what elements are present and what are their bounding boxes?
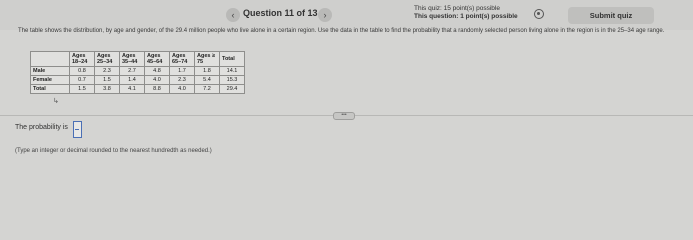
table-header-cell: Ages 45–64 (145, 52, 170, 67)
question-points: This question: 1 point(s) possible (414, 13, 518, 20)
table-row (31, 67, 245, 76)
table-row (31, 85, 245, 94)
gear-icon[interactable] (534, 9, 544, 19)
next-question-button[interactable]: › (318, 8, 332, 22)
table-header-cell: Ages ≥ 75 (195, 52, 220, 67)
table-cell: 1.4 (120, 76, 145, 85)
table-cell: 7.2 (195, 85, 220, 94)
answer-label: The probability is (15, 124, 68, 131)
table-cell: 1.5 (95, 76, 120, 85)
row-label: Total (31, 85, 70, 94)
table-cell: 8.8 (145, 85, 170, 94)
table-cell: 2.3 (95, 67, 120, 76)
table-cell: 3.8 (95, 85, 120, 94)
points-info (414, 5, 518, 21)
table-row (31, 76, 245, 85)
submit-quiz-button[interactable]: Submit quiz (568, 7, 654, 24)
table-header-cell: Ages 18–24 (70, 52, 95, 67)
table-cell: 1.8 (195, 67, 220, 76)
table-cell: 4.1 (120, 85, 145, 94)
table-header-cell (31, 52, 70, 67)
row-label: Male (31, 67, 70, 76)
table-cell: 4.0 (145, 76, 170, 85)
expand-more-button[interactable]: ••• (333, 112, 355, 120)
table-header-cell: Ages 35–44 (120, 52, 145, 67)
table-header-cell: Ages 65–74 (170, 52, 195, 67)
answer-input[interactable] (73, 121, 82, 138)
table-cell: 1.7 (170, 67, 195, 76)
table-cell: 2.7 (120, 67, 145, 76)
table-cell: 15.3 (220, 76, 245, 85)
previous-question-button[interactable]: ‹ (226, 8, 240, 22)
table-cell: 5.4 (195, 76, 220, 85)
table-header-row (31, 52, 245, 67)
quiz-points: This quiz: 15 point(s) possible (414, 5, 500, 12)
question-prompt: The table shows the distribution, by age and gender, of the 29.4 million people who live alone in a certain region. Use the data in the table to find the probability that a randomly selected person living alone in the region is in the 25–34 age range. (18, 28, 665, 34)
table-cell: 29.4 (220, 85, 245, 94)
table-cell: 2.3 (170, 76, 195, 85)
row-label: Female (31, 76, 70, 85)
table-cell: 0.8 (70, 67, 95, 76)
table-header-cell: Total (220, 52, 245, 67)
distribution-table (30, 51, 245, 94)
table-cell: 4.0 (170, 85, 195, 94)
table-cell: 4.8 (145, 67, 170, 76)
table-cell: 1.5 (70, 85, 95, 94)
table-header-cell: Ages 25–34 (95, 52, 120, 67)
question-title: Question 11 of 13 (243, 8, 318, 18)
quiz-header (0, 0, 693, 30)
table-cell: 14.1 (220, 67, 245, 76)
table-cell: 0.7 (70, 76, 95, 85)
mouse-cursor-icon: ↳ (53, 98, 59, 105)
answer-instructions: (Type an integer or decimal rounded to the nearest hundredth as needed.) (15, 148, 212, 154)
